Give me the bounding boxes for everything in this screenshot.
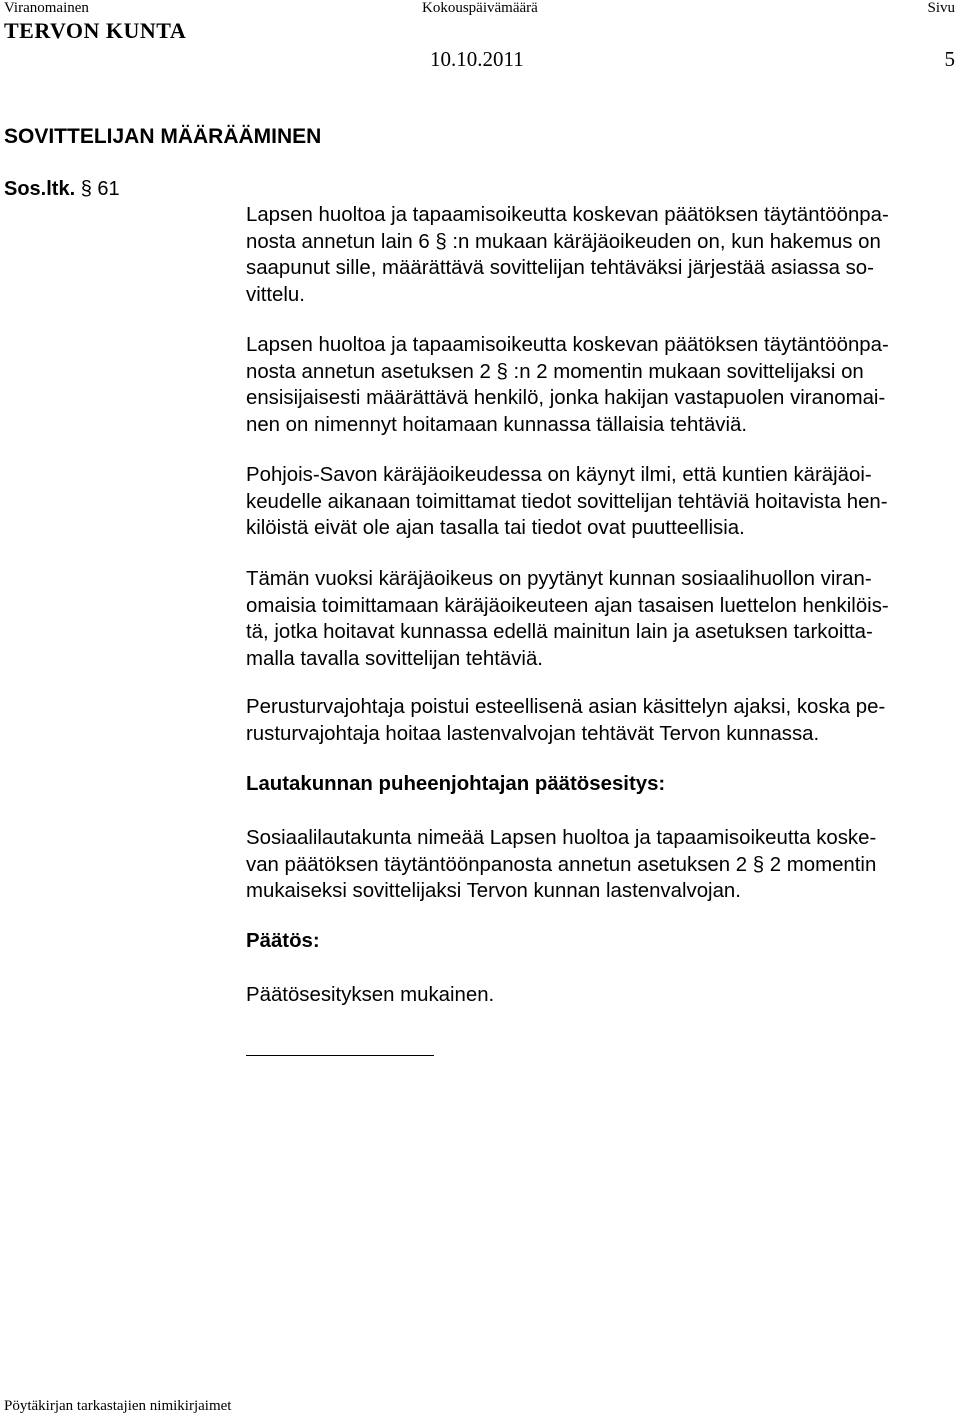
paragraph-line: tä, jotka hoitavat kunnassa edellä mainitun lain ja asetuksen tarkoitta- <box>246 621 873 643</box>
paragraph-mark: § <box>80 178 92 200</box>
paragraph-line: rusturvajohtaja hoitaa lastenvalvojan tehtävät Tervon kunnassa. <box>246 722 820 745</box>
decision-text-block <box>246 982 956 1009</box>
decision-heading: Päätös: <box>246 930 320 952</box>
proposal-line: van päätöksen täytäntöönpanosta annetun asetuksen 2 § 2 momentin <box>246 853 877 876</box>
paragraph-5 <box>246 694 956 747</box>
paragraph-line: saapunut sille, määrättävä sovittelijan tehtäväksi järjestää asiassa so- <box>246 257 874 279</box>
closing-rule <box>246 1055 434 1056</box>
paragraph-3 <box>246 462 956 542</box>
header-meeting-date-label: Kokouspäivämäärä <box>422 0 538 16</box>
paragraph-line: omaisia toimittamaan käräjäoikeuteen ajan tasaisen luettelon henkilöis- <box>246 594 889 617</box>
paragraph-4 <box>246 566 956 672</box>
document-title: SOVITTELIJAN MÄÄRÄÄMINEN <box>4 125 322 148</box>
decision-text: Päätösesityksen mukainen. <box>246 984 495 1006</box>
paragraph-line: Pohjois-Savon käräjäoikeudessa on käynyt ilmi, että kuntien käräjäoi- <box>246 464 872 486</box>
paragraph-line: nosta annetun asetuksen 2 § :n 2 momentin mukaan sovittelijaksi on <box>246 360 864 383</box>
paragraph-line: Perusturvajohtaja poistui esteellisenä asian käsittelyn ajaksi, koska pe- <box>246 696 886 718</box>
paragraph-line: Tämän vuoksi käräjäoikeus on pyytänyt kunnan sosiaalihuollon viran- <box>246 568 872 590</box>
paragraph-line: malla tavalla sovittelijan tehtäviä. <box>246 647 543 670</box>
paragraph-line: keudelle aikanaan toimittamat tiedot sovittelijan tehtäviä hoitavista hen- <box>246 490 888 513</box>
paragraph-2 <box>246 332 956 438</box>
proposal-line: mukaiseksi sovittelijaksi Tervon kunnan lastenvalvojan. <box>246 880 741 902</box>
paragraph-1 <box>246 202 956 308</box>
paragraph-line: Lapsen huoltoa ja tapaamisoikeutta koskevan päätöksen täytäntöönpa- <box>246 204 889 226</box>
paragraph-line: nen on nimennyt hoitamaan kunnassa tällaisia tehtäviä. <box>246 413 748 436</box>
section-number: 61 <box>97 178 120 200</box>
organization-name: TERVON KUNTA <box>4 18 187 43</box>
meeting-date: 10.10.2011 <box>430 47 524 71</box>
paragraph-line: nosta annetun lain 6 § :n mukaan käräjäoikeuden on, kun hakemus on <box>246 230 881 253</box>
paragraph-line: ensisijaisesti määrättävä henkilö, jonka hakijan vastapuolen viranomai- <box>246 387 886 409</box>
proposal-text <box>246 825 956 905</box>
paragraph-line: kilöistä eivät ole ajan tasalla tai tiedot ovat puutteellisia. <box>246 517 745 539</box>
section-body-label: Sos.ltk. <box>4 178 76 200</box>
footer-label: Pöytäkirjan tarkastajien nimikirjaimet <box>4 1398 232 1414</box>
paragraph-line: Lapsen huoltoa ja tapaamisoikeutta koskevan päätöksen täytäntöönpa- <box>246 334 889 356</box>
page-number: 5 <box>944 47 955 71</box>
proposal-heading: Lautakunnan puheenjohtajan päätösesitys: <box>246 773 666 795</box>
header-page-label: Sivu <box>927 0 955 16</box>
paragraph-line: vittelu. <box>246 283 305 306</box>
header-authority-label: Viranomainen <box>4 0 89 16</box>
section-label <box>4 178 120 201</box>
proposal-line: Sosiaalilautakunta nimeää Lapsen huoltoa ja tapaamisoikeutta koske- <box>246 827 877 849</box>
